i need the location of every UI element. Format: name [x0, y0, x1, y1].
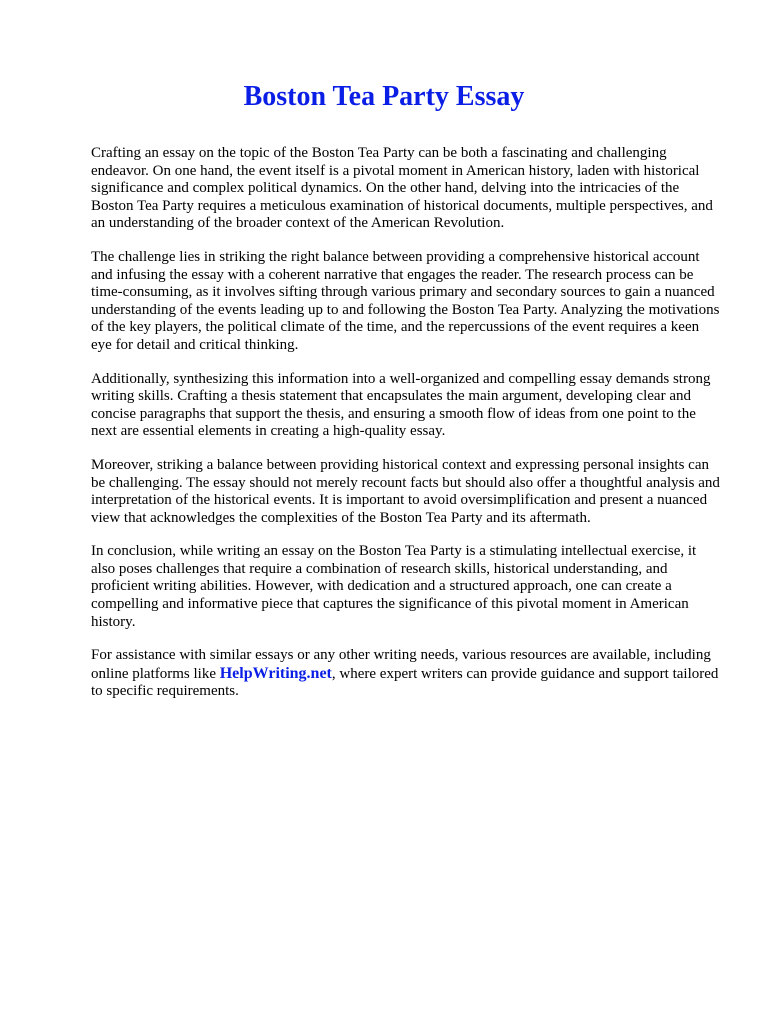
paragraph-conclusion: In conclusion, while writing an essay on the Boston Tea Party is a stimulating intellectual exercise, it also poses challenges that require a combination of research skills, historical understanding, and proficient writing abilities. However, with dedication and a structured approach, one can create a compelling and informative piece that captures the significance of this pivotal moment in American history.	[91, 543, 697, 630]
paragraph-closing	[91, 647, 723, 701]
document-body	[91, 145, 723, 717]
closing-text-before-link: For assistance with similar essays or any other writing needs, various resources are available, including online platforms like	[91, 647, 711, 682]
closing-text-after-link: , where expert writers can provide guidance and support tailored to specific requirements.	[91, 665, 719, 700]
paragraph-intro: Crafting an essay on the topic of the Boston Tea Party can be both a fascinating and challenging endeavor. On one hand, the event itself is a pivotal moment in American history, laden with historical significance and complex political dynamics. On the other hand, delving into the intricacies of the Boston Tea Party requires a meticulous examination of historical documents, multiple perspectives, and an understanding of the broader context of the American Revolution.	[91, 145, 713, 232]
paragraph-challenge: The challenge lies in striking the right balance between providing a comprehensive historical account and infusing the essay with a coherent narrative that engages the reader. The research process can be time-consuming, as it involves sifting through various primary and secondary sources to gain a nuanced understanding of the events leading up to and following the Boston Tea Party. Analyzing the motivations of the key players, the political climate of the time, and the repercussions of the event requires a keen eye for detail and critical thinking.	[91, 248, 720, 353]
paragraph-balance: Moreover, striking a balance between providing historical context and expressing personal insights can be challenging. The essay should not merely recount facts but should also offer a thoughtful analysis and interpretation of the historical events. It is important to avoid oversimplification and present a nuanced view that acknowledges the complexities of the Boston Tea Party and its aftermath.	[91, 456, 720, 526]
helpwriting-link[interactable]: HelpWriting.net	[219, 664, 332, 682]
paragraph-writing-skills: Additionally, synthesizing this information into a well-organized and compelling essay demands strong writing skills. Crafting a thesis statement that encapsulates the main argument, developing clear and concise paragraphs that support the thesis, and ensuring a smooth flow of ideas from one point to the next are essential elements in creating a high-quality essay.	[91, 370, 711, 440]
document-title: Boston Tea Party Essay	[243, 81, 525, 112]
